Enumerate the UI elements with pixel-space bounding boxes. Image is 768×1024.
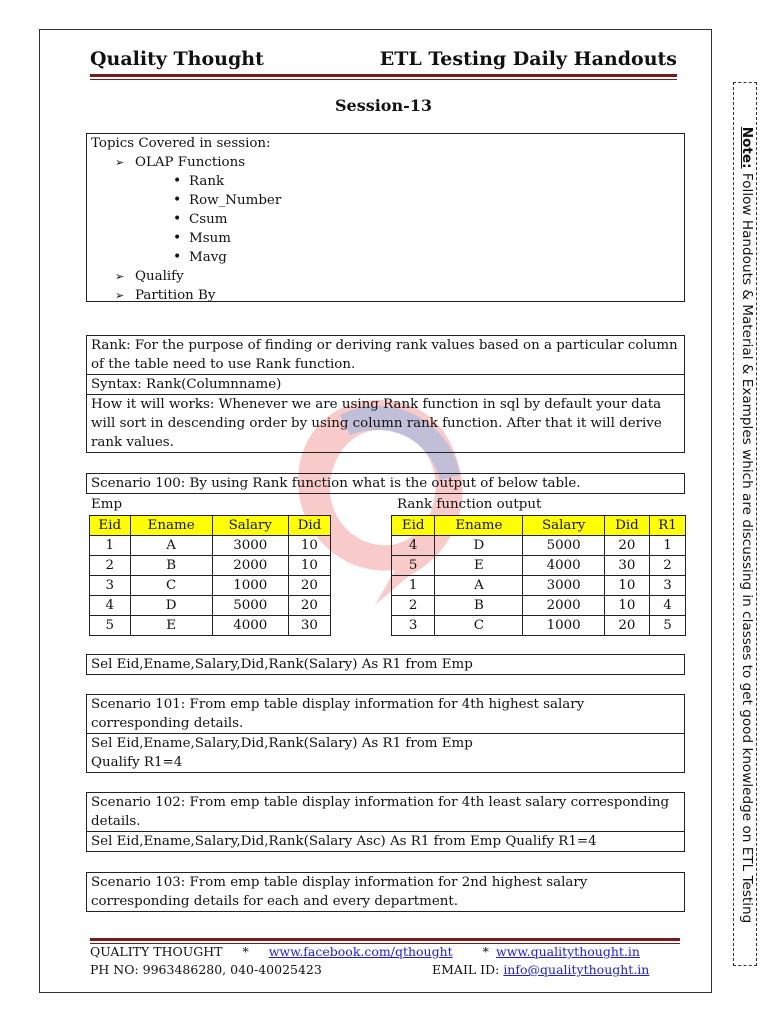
table-cell: 10 [604, 596, 649, 616]
table-row [90, 556, 331, 576]
table-cell: A [435, 576, 523, 596]
side-note-label: Note: [739, 126, 755, 169]
rank-how-it-works: How it will works: Whenever we are using Rank function in sql by default your data will sort in descending order by using column rank function. After that it will derive rank values. [87, 394, 684, 452]
table-cell: 3 [392, 616, 435, 636]
footer-separator: * [242, 944, 249, 959]
table-cell: 5 [392, 556, 435, 576]
table-row [90, 616, 331, 636]
table-row [90, 536, 331, 556]
table-header-cell: Ename [130, 516, 212, 536]
table-header-cell: Ename [435, 516, 523, 536]
topic-item-olap [91, 153, 680, 172]
topics-box [86, 133, 685, 302]
table-cell: 4000 [523, 556, 604, 576]
scenario-102-text: Scenario 102: From emp table display information for 4th least salary corresponding details. [91, 795, 670, 829]
table-cell: 4 [90, 596, 131, 616]
footer-company: QUALITY THOUGHT [90, 944, 223, 959]
table-header-cell: Eid [392, 516, 435, 536]
topics-heading: Topics Covered in session: [91, 136, 271, 151]
scenario-101-query [87, 733, 684, 772]
table-cell: 5 [90, 616, 131, 636]
footer-line-1 [90, 944, 680, 959]
table-cell: 20 [288, 576, 330, 596]
table-cell: 1000 [523, 616, 604, 636]
header-rule-thin [90, 79, 677, 80]
header-rule-thick [90, 74, 677, 77]
topic-item-olap-label: OLAP Functions [135, 155, 246, 170]
scenario-102-query: Sel Eid,Ename,Salary,Did,Rank(Salary Asc) As R1 from Emp Qualify R1=4 [87, 831, 684, 851]
table-cell: 1 [392, 576, 435, 596]
rank-definition: Rank: For the purpose of finding or deriving rank values based on a particular column of the table need to use Rank function. [91, 338, 678, 372]
table-header-cell: Did [288, 516, 330, 536]
footer-phone: PH NO: 9963486280, 040-40025423 [90, 962, 322, 977]
side-note-box [733, 82, 757, 966]
table-cell: C [435, 616, 523, 636]
rank-table-label: Rank function output [397, 497, 542, 512]
table-cell: E [435, 556, 523, 576]
emp-table-label: Emp [91, 497, 123, 512]
website-link[interactable]: www.qualitythought.in [496, 944, 640, 959]
scenario-100-box [86, 473, 685, 494]
table-cell: 1 [90, 536, 131, 556]
footer-email-label: EMAIL ID: [432, 962, 504, 977]
topic-item-partition-label: Partition By [135, 288, 216, 303]
topic-subitem: • Msum [91, 229, 680, 248]
email-link[interactable]: info@qualitythought.in [503, 962, 650, 977]
scenario-100-query-box [86, 654, 685, 675]
rank-definition-box [86, 335, 685, 453]
topic-subitem: • Mavg [91, 248, 680, 267]
table-header-cell: Salary [212, 516, 288, 536]
table-cell: 10 [288, 556, 330, 576]
side-note-body: Follow Handouts & Material & Examples which are discussing in classes to get good knowledge on ETL Testing [739, 168, 755, 924]
table-cell: 5000 [212, 596, 288, 616]
table-cell: B [435, 596, 523, 616]
table-cell: 4 [392, 536, 435, 556]
scenario-101-box [86, 694, 685, 773]
scenario-101-query-line2: Qualify R1=4 [91, 755, 183, 770]
table-cell: 5 [649, 616, 685, 636]
scenario-103-text: Scenario 103: From emp table display information for 2nd highest salary corresponding details for each and every department. [91, 875, 588, 909]
scenario-100-text: Scenario 100: By using Rank function what is the output of below table. [91, 476, 581, 491]
table-row [392, 576, 686, 596]
table-cell: 20 [604, 536, 649, 556]
table-header-row [392, 516, 686, 536]
table-cell: E [130, 616, 212, 636]
table-cell: 10 [604, 576, 649, 596]
topic-item-qualify [91, 267, 680, 286]
table-cell: A [130, 536, 212, 556]
table-cell: D [130, 596, 212, 616]
table-cell: 2 [90, 556, 131, 576]
footer-rule-thick [90, 938, 680, 941]
header-company-title: Quality Thought [90, 48, 264, 70]
table-cell: 4 [649, 596, 685, 616]
table-cell: 3 [90, 576, 131, 596]
table-cell: 20 [604, 616, 649, 636]
header-handouts-title: ETL Testing Daily Handouts [379, 48, 677, 70]
footer-line-2 [90, 962, 680, 977]
rank-syntax: Syntax: Rank(Columnname) [87, 374, 684, 394]
table-row [392, 536, 686, 556]
table-header-cell: Did [604, 516, 649, 536]
session-title: Session-13 [334, 96, 433, 115]
table-cell: 5000 [523, 536, 604, 556]
table-row [90, 596, 331, 616]
table-cell: D [435, 536, 523, 556]
table-cell: 1 [649, 536, 685, 556]
table-cell: B [130, 556, 212, 576]
table-row [392, 616, 686, 636]
table-cell: 10 [288, 536, 330, 556]
topic-item-qualify-label: Qualify [135, 269, 184, 284]
table-header-cell: R1 [649, 516, 685, 536]
table-cell: 4000 [212, 616, 288, 636]
page-header [90, 48, 677, 76]
table-header-cell: Salary [523, 516, 604, 536]
table-header-cell: Eid [90, 516, 131, 536]
scenario-102-box [86, 792, 685, 852]
table-cell: C [130, 576, 212, 596]
table-cell: 3000 [523, 576, 604, 596]
table-cell: 20 [288, 596, 330, 616]
table-cell: 2000 [523, 596, 604, 616]
scenario-101-query-line1: Sel Eid,Ename,Salary,Did,Rank(Salary) As R1 from Emp [91, 736, 473, 751]
scenario-101-text: Scenario 101: From emp table display information for 4th highest salary corresponding details. [91, 697, 585, 731]
topic-subitem: • Csum [91, 210, 680, 229]
rank-output-table [391, 515, 686, 636]
table-row [392, 556, 686, 576]
footer-separator: * [482, 944, 489, 959]
scenario-103-box [86, 872, 685, 912]
table-cell: 30 [604, 556, 649, 576]
table-cell: 2 [392, 596, 435, 616]
table-cell: 2000 [212, 556, 288, 576]
table-cell: 2 [649, 556, 685, 576]
table-header-row [90, 516, 331, 536]
table-row [392, 596, 686, 616]
footer-email-group [432, 962, 649, 977]
facebook-link[interactable]: www.facebook.com/qthought [268, 944, 453, 959]
emp-table [89, 515, 331, 636]
scenario-100-query: Sel Eid,Ename,Salary,Did,Rank(Salary) As R1 from Emp [91, 657, 473, 672]
topic-subitem: • Row_Number [91, 191, 680, 210]
table-cell: 1000 [212, 576, 288, 596]
table-cell: 30 [288, 616, 330, 636]
topic-subitem: • Rank [91, 172, 680, 191]
table-cell: 3000 [212, 536, 288, 556]
table-row [90, 576, 331, 596]
topic-item-partition [91, 286, 680, 305]
table-cell: 3 [649, 576, 685, 596]
side-note-text [734, 83, 758, 967]
